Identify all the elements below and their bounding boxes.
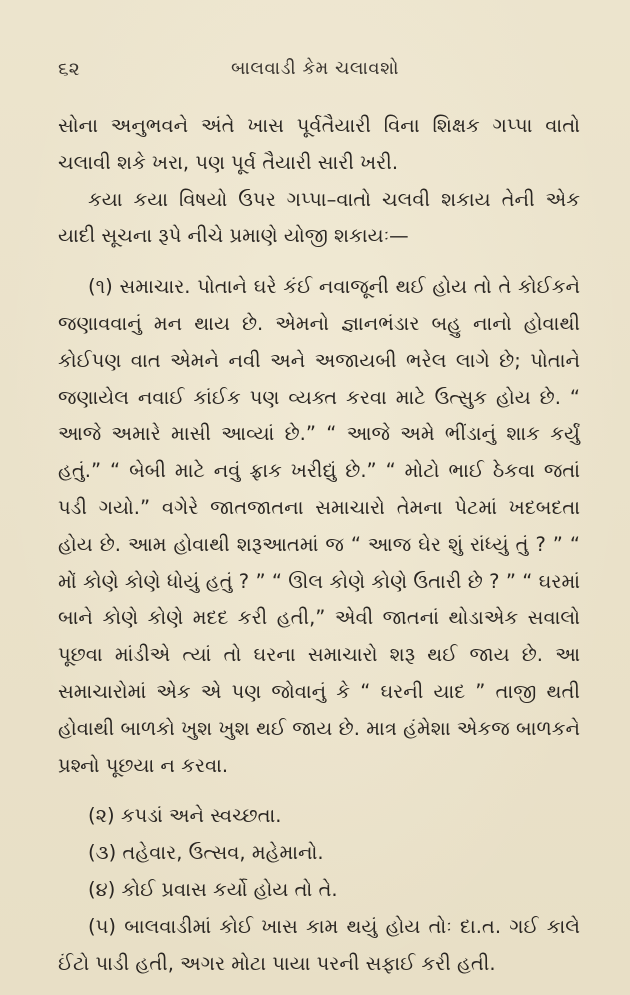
paragraph-news: (૧) સમાચાર. પોતાને ઘરે કંઈ નવાજૂની થઈ હોય તો તે કોઈકને જણાવવાનું મન થાય છે. એમનો જ્ઞાનભંડાર બહુ નાનો હોવાથી કોઈપણ વાત એમને નવી અને અજાયબી ભરેલ લાગે છે; પોતાને જણાયેલ નવાઈ કાંઈક પણ વ્યક્ત કરવા માટે ઉત્સુક હોય છે. “ આજે અમારે માસી આવ્યાં છે.” “ આજે અમે ભીંડાનું શાક કર્યું હતું.” “ બેબી માટે નવું ફ્રાક ખરીદ્યું છે.” “ મોટો ભાઈ ઠેકવા જતાં પડી ગયો.” વગેરે જાતજાતના સમાચારો તેમના પેટમાં ખદબદતા હોય છે. આમ હોવાથી શરૂઆતમાં જ “ આજ ઘેર શું રાંધ્યું તું ? ” “ મોં કોણે કોણે ધોયું હતું ? ” “ ઊલ કોણે કોણે ઉતારી છે ? ” “ ઘરમાં બાને કોણે કોણે મદદ કરી હતી,” એવી જાતનાં થોડાએક સવાલો પૂછવા માંડીએ ત્યાં તો ઘરના સમાચારો શરૂ થઈ જાય છે. આ સમાચારોમાં એક એ પણ જોવાનું કે “ ઘરની યાદ ” તાજી થતી હોવાથી બાળકો ખુશ ખુશ થઈ જાય છે. માત્ર હંમેશા એકજ બાળકને પ્રશ્નો પૂછયા ન કરવા. — [58, 275, 580, 777]
paragraph-topic-intro: કયા કયા વિષયો ઉપર ગપ્પા–વાતો ચલવી શકાય તેની એક યાદી સૂચના રૂપે નીચે પ્રમાણે યોજી શકાયઃ— — [58, 187, 580, 248]
topic-list — [58, 798, 580, 908]
list-item: (૩) તહેવાર, ઉત્સવ, મહેમાનો. — [88, 841, 324, 865]
paragraph-continuation: સોના અનુભવને અંતે ખાસ પૂર્વતૈયારી વિના શિક્ષક ગપ્પા વાતો ચલાવી શકે ખરા, પણ પૂર્વ તૈયારી સારી ખરી. — [58, 114, 580, 174]
list-item: (૪) કોઈ પ્રવાસ કર્યો હોય તો તે. — [88, 877, 338, 901]
page-header — [58, 58, 572, 88]
list-item-last: (૫) બાલવાડીમાં કોઈ ખાસ કામ થયું હોય તોઃ દા.ત. ગઈ કાલે ઈંટો પાડી હતી, અગર મોટા પાયા પરની સફાઈ કરી હતી. — [58, 914, 580, 975]
running-title: બાલવાડી કેમ ચલાવશો — [231, 58, 399, 79]
page-body — [58, 108, 580, 982]
page-number: ૬૨ — [58, 58, 80, 80]
list-item: (૨) કપડાં અને સ્વચ્છતા. — [88, 804, 282, 828]
